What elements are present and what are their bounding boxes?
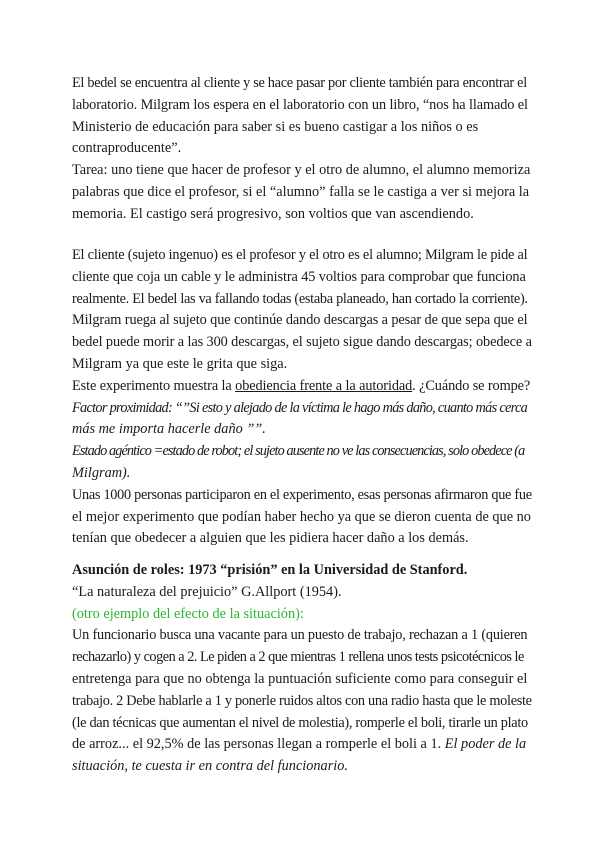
text-line: El bedel se encuentra al cliente y se hace pasar por cliente también para encontrar el <box>72 75 527 91</box>
text-line: Ministerio de educación para saber si es bueno castigar a los niños o es <box>72 118 479 135</box>
text-line: Milgram ruega al sujeto que continúe dando descargas a pesar de que sepa que el <box>72 312 528 329</box>
italic-line: situación, te cuesta ir en contra del funcionario. <box>72 758 348 775</box>
text-line-mixed <box>72 734 532 756</box>
text-line: tenían que obedecer a alguien que les pidiera hacer daño a los demás. <box>72 530 469 547</box>
text-line: “La naturaleza del prejuicio” G.Allport (1954). <box>72 583 342 600</box>
text-fragment: Este experimento muestra la <box>72 377 236 394</box>
paragraph-milgram-setup <box>72 73 532 226</box>
green-note: (otro ejemplo del efecto de la situación): <box>72 605 304 622</box>
text-line: Unas 1000 personas participaron en el experimento, esas personas afirmaron que fue <box>72 486 532 503</box>
text-line: realmente. El bedel las va fallando todas (estaba planeado, han cortado la corriente). <box>72 290 528 307</box>
text-line: bedel puede morir a las 300 descargas, el sujeto sigue dando descargas; obedece a <box>72 334 532 351</box>
text-line: trabajo. 2 Debe hablarle a 1 y ponerle ruidos altos con una radio hasta que le moleste <box>72 692 532 709</box>
section-heading: Asunción de roles: 1973 “prisión” en la Universidad de Stanford. <box>72 562 468 578</box>
text-line: memoria. El castigo será progresivo, son voltios que van ascendiendo. <box>72 205 474 222</box>
text-line: Un funcionario busca una vacante para un puesto de trabajo, rechazan a 1 (quieren <box>72 627 528 644</box>
text-line: El cliente (sujeto ingenuo) es el profesor y el otro es el alumno; Milgram le pide al <box>72 247 528 263</box>
paragraph-milgram-experiment <box>72 245 532 550</box>
italic-fragment: El poder de la <box>444 736 527 753</box>
section-role-assumption <box>72 560 532 778</box>
text-line: entretenga para que no obtenga la puntuación suficiente como para conseguir el <box>72 670 528 687</box>
text-line: rechazarlo) y cogen a 2. Le piden a 2 que mientras 1 rellena unos tests psicotécnicos le <box>72 649 524 666</box>
text-line: palabras que dice el profesor, si el “alumno” falla se le castiga a ver si mejora la <box>72 183 530 200</box>
italic-line: Estado agéntico =estado de robot; el sujeto ausente no ve las consecuencias, solo obedece (a <box>72 443 525 460</box>
text-line: laboratorio. Milgram los espera en el laboratorio con un libro, “nos ha llamado el <box>72 96 528 113</box>
text-line: Milgram ya que este le grita que siga. <box>72 355 288 372</box>
text-fragment: de arroz... el 92,5% de las personas llegan a romperle el boli a 1. <box>72 736 445 753</box>
text-line: (le dan técnicas que aumentan el nivel de molestia), romperle el boli, tirarle un plato <box>72 714 528 731</box>
text-line: cliente que coja un cable y le administra 45 voltios para comprobar que funciona <box>72 268 526 285</box>
italic-line: más me importa hacerle daño ””. <box>72 421 266 438</box>
text-line: el mejor experimento que podían haber hecho ya que se dieron cuenta de que no <box>72 508 531 525</box>
italic-line: Factor proximidad: “”Si esto y alejado de la víctima le hago más daño, cuanto más cerca <box>72 399 528 416</box>
italic-line: Milgram). <box>72 464 131 481</box>
text-line: contraproducente”. <box>72 140 182 157</box>
text-line-obedience <box>72 376 532 398</box>
underlined-term: obediencia frente a la autoridad <box>235 377 413 394</box>
text-fragment: . ¿Cuándo se rompe? <box>412 377 531 394</box>
text-line: Tarea: uno tiene que hacer de profesor y el otro de alumno, el alumno memoriza <box>72 162 531 179</box>
